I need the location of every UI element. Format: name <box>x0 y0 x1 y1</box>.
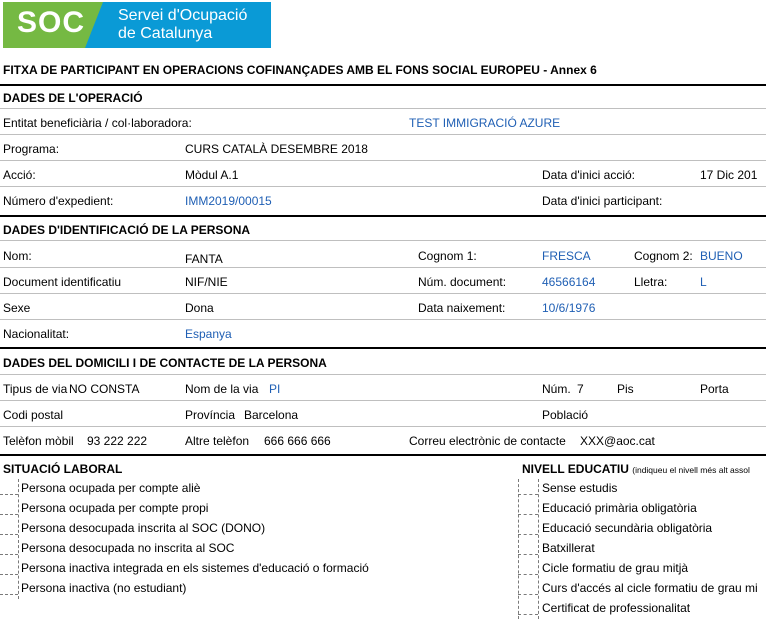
num-document-value: 46566164 <box>542 275 596 289</box>
logo-line-2: de Catalunya <box>118 25 213 42</box>
codi-postal-label: Codi postal <box>3 408 64 422</box>
nom-via-value: PI <box>269 382 281 396</box>
checkbox-column-right-a <box>518 479 519 619</box>
section-heading-situacio-laboral: SITUACIÓ LABORAL <box>3 462 123 476</box>
section-heading-domicili: DADES DEL DOMICILI I DE CONTACTE DE LA PERSONA <box>3 356 327 370</box>
expedient-label: Número d'expedient: <box>3 194 114 208</box>
divider <box>0 454 766 456</box>
nivell-educatiu-option-label: Curs d'accés al cicle formatiu de grau mi <box>542 581 758 595</box>
situacio-laboral-option-checkbox[interactable] <box>0 514 18 515</box>
checkbox-column-left <box>18 479 19 599</box>
situacio-laboral-option-label: Persona inactiva (no estudiant) <box>21 581 187 595</box>
divider <box>0 160 766 161</box>
tipus-via-value: NO CONSTA <box>69 382 140 396</box>
situacio-laboral-option-checkbox[interactable] <box>0 594 18 595</box>
section-heading-operacio: DADES DE L'OPERACIÓ <box>3 91 143 105</box>
data-naixement-label: Data naixement: <box>418 301 506 315</box>
nom-via-label: Nom de la via <box>185 382 259 396</box>
data-inici-accio-label: Data d'inici acció: <box>542 168 635 182</box>
accio-label: Acció: <box>3 168 36 182</box>
situacio-laboral-option-label: Persona desocupada inscrita al SOC (DONO) <box>21 521 266 535</box>
section-heading-nivell-educatiu <box>522 462 750 476</box>
nom-value: FANTA <box>185 252 223 266</box>
document-label: Document identificatiu <box>3 275 122 289</box>
situacio-laboral-option-checkbox[interactable] <box>0 534 18 535</box>
data-inici-participant-label: Data d'inici participant: <box>542 194 663 208</box>
provincia-value: Barcelona <box>244 408 299 422</box>
divider <box>0 240 766 241</box>
lletra-label: Lletra: <box>634 275 668 289</box>
accio-value: Mòdul A.1 <box>185 168 239 182</box>
nivell-educatiu-option-checkbox[interactable] <box>518 494 538 495</box>
nacionalitat-label: Nacionalitat: <box>3 327 70 341</box>
divider <box>0 215 766 217</box>
situacio-laboral-option-label: Persona inactiva integrada en els sistemes d'educació o formació <box>21 561 369 575</box>
cognom2-label: Cognom 2: <box>634 249 693 263</box>
telefon-mobil-value: 93 222 222 <box>87 434 148 448</box>
divider <box>0 84 766 86</box>
nivell-educatiu-option-checkbox[interactable] <box>518 514 538 515</box>
document-value: NIF/NIE <box>185 275 228 289</box>
divider <box>0 426 766 427</box>
num-label: Núm. <box>542 382 571 396</box>
telefon-mobil-label: Telèfon mòbil <box>3 434 74 448</box>
altre-telefon-value: 666 666 666 <box>264 434 331 448</box>
programa-value: CURS CATALÀ DESEMBRE 2018 <box>185 142 368 156</box>
provincia-label: Província <box>185 408 236 422</box>
divider <box>0 108 766 109</box>
correu-label: Correu electrònic de contacte <box>409 434 566 448</box>
situacio-laboral-option-checkbox[interactable] <box>0 494 18 495</box>
nivell-educatiu-option-checkbox[interactable] <box>518 534 538 535</box>
nivell-educatiu-heading: NIVELL EDUCATIU <box>522 462 629 476</box>
section-heading-identificacio: DADES D'IDENTIFICACIÓ DE LA PERSONA <box>3 223 251 237</box>
nivell-educatiu-option-label: Certificat de professionalitat <box>542 601 691 615</box>
logo-text <box>118 7 247 43</box>
divider <box>0 400 766 401</box>
porta-label: Porta <box>700 382 729 396</box>
entitat-value: TEST IMMIGRACIÓ AZURE <box>409 116 561 130</box>
num-value: 7 <box>577 382 584 396</box>
expedient-value: IMM2019/00015 <box>185 194 272 208</box>
num-document-label: Núm. document: <box>418 275 507 289</box>
divider <box>0 186 766 187</box>
situacio-laboral-option-label: Persona ocupada per compte aliè <box>21 481 201 495</box>
nom-label: Nom: <box>3 249 32 263</box>
cognom1-label: Cognom 1: <box>418 249 477 263</box>
nivell-educatiu-option-checkbox[interactable] <box>518 554 538 555</box>
situacio-laboral-option-checkbox[interactable] <box>0 554 18 555</box>
tipus-via-label: Tipus de via <box>3 382 68 396</box>
correu-value: XXX@aoc.cat <box>580 434 655 448</box>
situacio-laboral-option-label: Persona ocupada per compte propi <box>21 501 209 515</box>
page-title: FITXA DE PARTICIPANT EN OPERACIONS COFINANÇADES AMB EL FONS SOCIAL EUROPEU - Annex 6 <box>3 63 597 77</box>
divider <box>0 374 766 375</box>
divider <box>0 347 766 349</box>
nivell-educatiu-option-label: Educació secundària obligatòria <box>542 521 713 535</box>
data-inici-accio-value: 17 Dic 201 <box>700 168 758 182</box>
divider <box>0 293 766 294</box>
sexe-value: Dona <box>185 301 214 315</box>
nivell-educatiu-option-label: Batxillerat <box>542 541 595 555</box>
nivell-educatiu-option-checkbox[interactable] <box>518 614 538 615</box>
altre-telefon-label: Altre telèfon <box>185 434 250 448</box>
logo-abbr: SOC <box>17 6 86 39</box>
poblacio-label: Població <box>542 408 589 422</box>
cognom1-value: FRESCA <box>542 249 591 263</box>
pis-label: Pis <box>617 382 634 396</box>
nivell-educatiu-option-label: Cicle formatiu de grau mitjà <box>542 561 689 575</box>
logo-line-1: Servei d'Ocupació <box>118 7 248 24</box>
soc-logo <box>3 2 271 48</box>
divider <box>0 134 766 135</box>
nivell-educatiu-option-label: Sense estudis <box>542 481 618 495</box>
divider <box>0 267 766 268</box>
situacio-laboral-option-label: Persona desocupada no inscrita al SOC <box>21 541 235 555</box>
checkbox-column-right-b <box>538 479 539 619</box>
data-naixement-value: 10/6/1976 <box>542 301 596 315</box>
nivell-educatiu-option-label: Educació primària obligatòria <box>542 501 697 515</box>
sexe-label: Sexe <box>3 301 31 315</box>
divider <box>0 319 766 320</box>
programa-label: Programa: <box>3 142 60 156</box>
entitat-label: Entitat beneficiària / col·laboradora: <box>3 116 192 130</box>
nacionalitat-value: Espanya <box>185 327 232 341</box>
nivell-educatiu-option-checkbox[interactable] <box>518 594 538 595</box>
cognom2-value: BUENO <box>700 249 743 263</box>
nivell-educatiu-option-checkbox[interactable] <box>518 574 538 575</box>
lletra-value: L <box>700 275 707 289</box>
situacio-laboral-option-checkbox[interactable] <box>0 574 18 575</box>
nivell-educatiu-note: (indiqueu el nivell més alt assol <box>632 465 750 475</box>
